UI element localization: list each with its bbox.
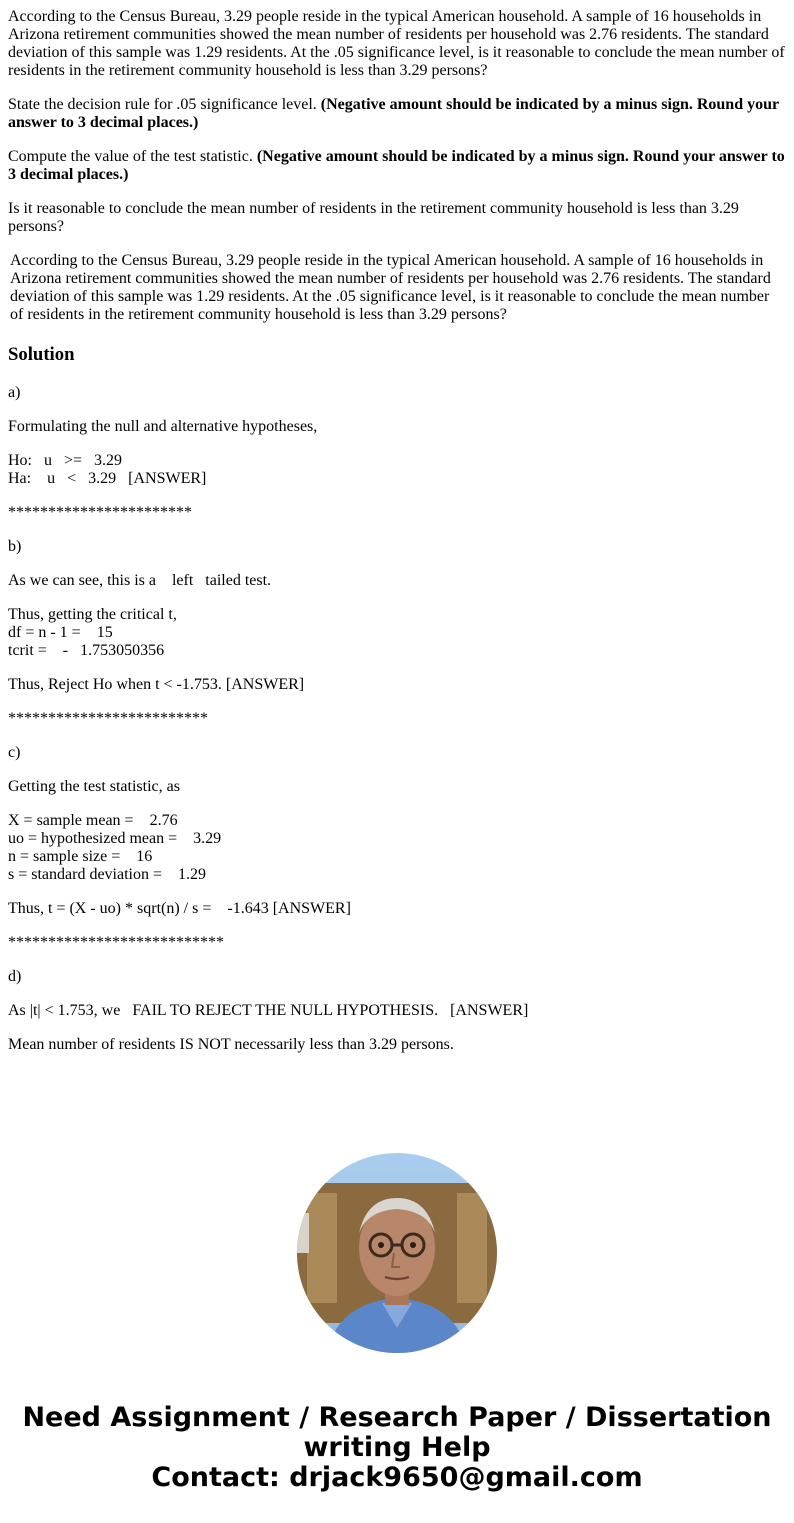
decision-rule: Thus, Reject Ho when t < -1.753. [ANSWER] (8, 676, 305, 693)
conclusion: As |t| < 1.753, we FAIL TO REJECT THE NULL HYPOTHESIS. [ANSWER] (8, 1002, 529, 1019)
footer-contact-email: Contact: drjack9650@gmail.com (151, 1462, 643, 1493)
solution-d-label: d) (8, 968, 22, 985)
question-part-c-text: Compute the value of the test statistic. (8, 148, 257, 165)
question-repeat: According to the Census Bureau, 3.29 people reside in the typical American household. A sample of 16 households in Arizona retirement communities showed the mean number of residents per household was 2.76 residents. The standard deviation of this sample was 1.29 residents. At the .05 significance level, is it reasonable to conclude the mean number of residents in the retirement community household is less than 3.29 persons? (10, 252, 771, 323)
alternative-hypothesis: Ha: u < 3.29 [ANSWER] (8, 470, 207, 487)
solution-b-critical (8, 606, 786, 660)
solution-c-values (8, 812, 786, 884)
avatar-portrait-image (297, 1153, 497, 1353)
question-intro: According to the Census Bureau, 3.29 people reside in the typical American household. A sample of 16 households in Arizona retirement communities showed the mean number of residents per household was 2.76 residents. The standard deviation of this sample was 1.29 residents. At the .05 significance level, is it reasonable to conclude the mean number of residents in the retirement community household is less than 3.29 persons? (8, 8, 785, 79)
critical-t-value: tcrit = - 1.753050356 (8, 642, 165, 659)
question-part-b-text: State the decision rule for .05 significance level. (8, 96, 321, 113)
null-hypothesis: Ho: u >= 3.29 (8, 452, 123, 469)
test-statistic: Thus, t = (X - uo) * sqrt(n) / s = -1.643 [ANSWER] (8, 900, 351, 917)
question-part-b (8, 96, 786, 132)
question-part-c (8, 148, 786, 184)
solution-a-intro: Formulating the null and alternative hypotheses, (8, 418, 318, 435)
solution-c-intro: Getting the test statistic, as (8, 778, 180, 795)
standard-deviation: s = standard deviation = 1.29 (8, 866, 207, 883)
critical-intro: Thus, getting the critical t, (8, 606, 177, 623)
separator-2: ************************* (8, 710, 208, 727)
footer-line-2: writing Help (303, 1432, 491, 1463)
question-part-c-note: (Negative amount should be indicated by a minus sign. Round your answer to 3 decimal places.) (8, 148, 785, 183)
solution-b-label: b) (8, 538, 22, 555)
separator-3: *************************** (8, 934, 224, 951)
footer-contact (0, 1403, 794, 1493)
degrees-of-freedom: df = n - 1 = 15 (8, 624, 113, 641)
avatar (297, 1153, 497, 1353)
solution-a-label: a) (8, 384, 21, 401)
hypothesized-mean: uo = hypothesized mean = 3.29 (8, 830, 222, 847)
solution-b-intro: As we can see, this is a left tailed test. (8, 572, 272, 589)
final-statement: Mean number of residents IS NOT necessarily less than 3.29 persons. (8, 1036, 454, 1053)
solution-a-hypotheses (8, 452, 786, 488)
solution-heading: Solution (8, 344, 75, 365)
question-part-d: Is it reasonable to conclude the mean number of residents in the retirement community household is less than 3.29 persons? (8, 200, 739, 235)
footer-line-1: Need Assignment / Research Paper / Dissertation (22, 1402, 772, 1433)
solution-c-label: c) (8, 744, 21, 761)
sample-size: n = sample size = 16 (8, 848, 153, 865)
sample-mean: X = sample mean = 2.76 (8, 812, 178, 829)
question-part-b-note: (Negative amount should be indicated by a minus sign. Round your answer to 3 decimal places.) (8, 96, 779, 131)
separator-1: *********************** (8, 504, 192, 521)
